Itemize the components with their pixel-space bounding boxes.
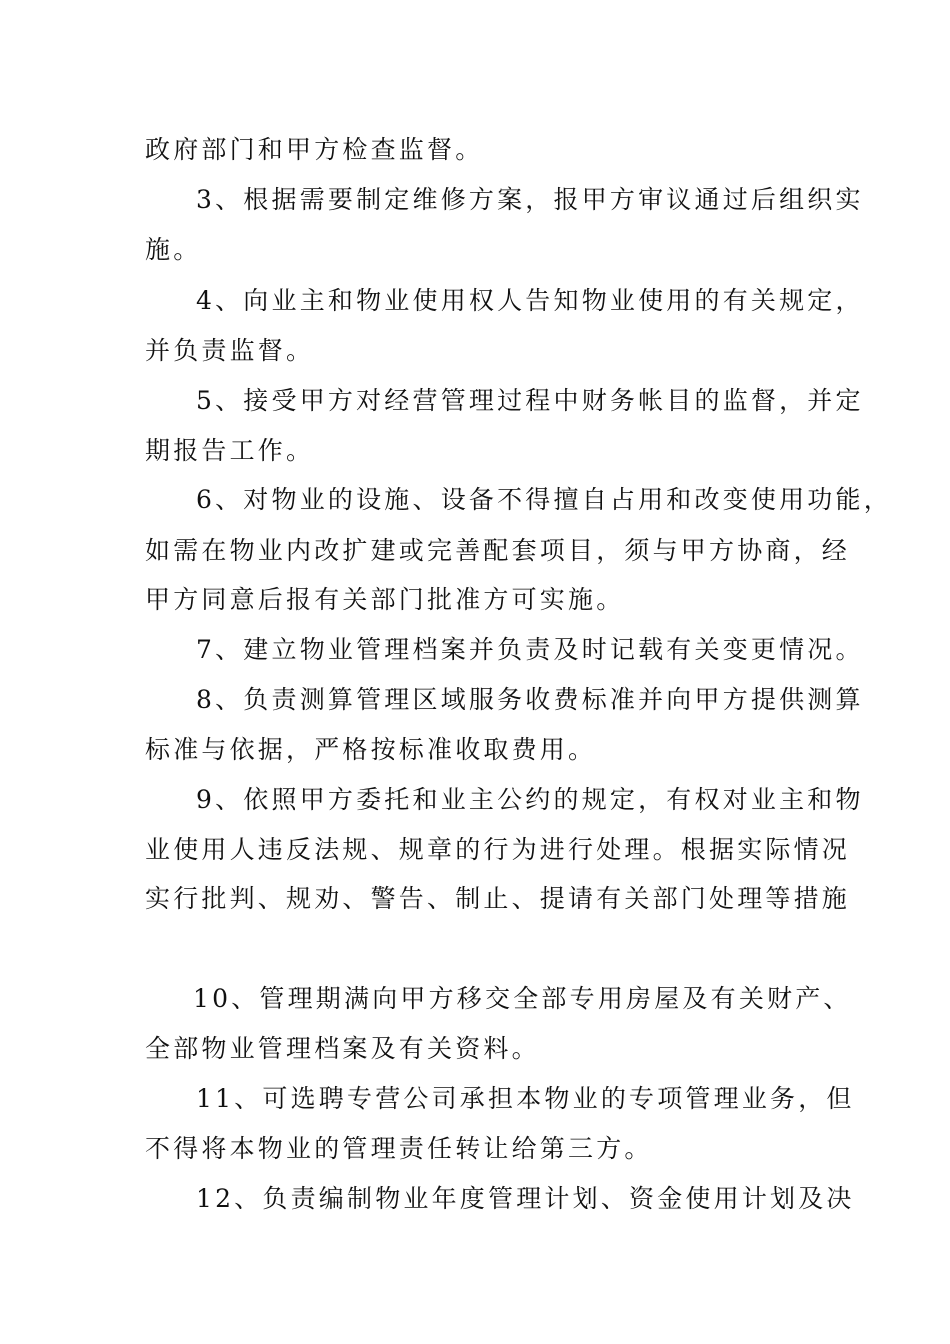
text-line: 业使用人违反法规、规章的行为进行处理。根据实际情况 xyxy=(145,835,851,864)
text-line: 并负责监督。 xyxy=(145,336,315,365)
text-line: 3、根据需要制定维修方案，报甲方审议通过后组织实 xyxy=(196,185,864,214)
text-line: 如需在物业内改扩建或完善配套项目，须与甲方协商，经 xyxy=(145,536,851,565)
text-line: 不得将本物业的管理责任转让给第三方。 xyxy=(145,1134,653,1163)
text-line: 全部物业管理档案及有关资料。 xyxy=(145,1034,540,1063)
text-line: 7、建立物业管理档案并负责及时记载有关变更情况。 xyxy=(196,635,864,664)
text-line: 实行批判、规劝、警告、制止、提请有关部门处理等措施 xyxy=(145,884,851,913)
text-line: 9、依照甲方委托和业主公约的规定，有权对业主和物 xyxy=(196,785,864,814)
text-line: 5、接受甲方对经营管理过程中财务帐目的监督，并定 xyxy=(196,386,864,415)
text-line: 期报告工作。 xyxy=(145,436,315,465)
text-line: 10、管理期满向甲方移交全部专用房屋及有关财产、 xyxy=(193,984,852,1013)
text-line: 11、可选聘专营公司承担本物业的专项管理业务，但 xyxy=(196,1084,855,1113)
text-line: 12、负责编制物业年度管理计划、资金使用计划及决 xyxy=(196,1184,855,1213)
text-line: 施。 xyxy=(145,235,202,264)
text-line: 标准与依据，严格按标准收取费用。 xyxy=(145,735,597,764)
text-line: 6、对物业的设施、设备不得擅自占用和改变使用功能， xyxy=(196,485,892,514)
text-line: 4、向业主和物业使用权人告知物业使用的有关规定， xyxy=(196,286,864,315)
text-line: 8、负责测算管理区域服务收费标准并向甲方提供测算 xyxy=(196,685,864,714)
text-line: 政府部门和甲方检查监督。 xyxy=(145,135,484,164)
text-line: 甲方同意后报有关部门批准方可实施。 xyxy=(145,585,625,614)
